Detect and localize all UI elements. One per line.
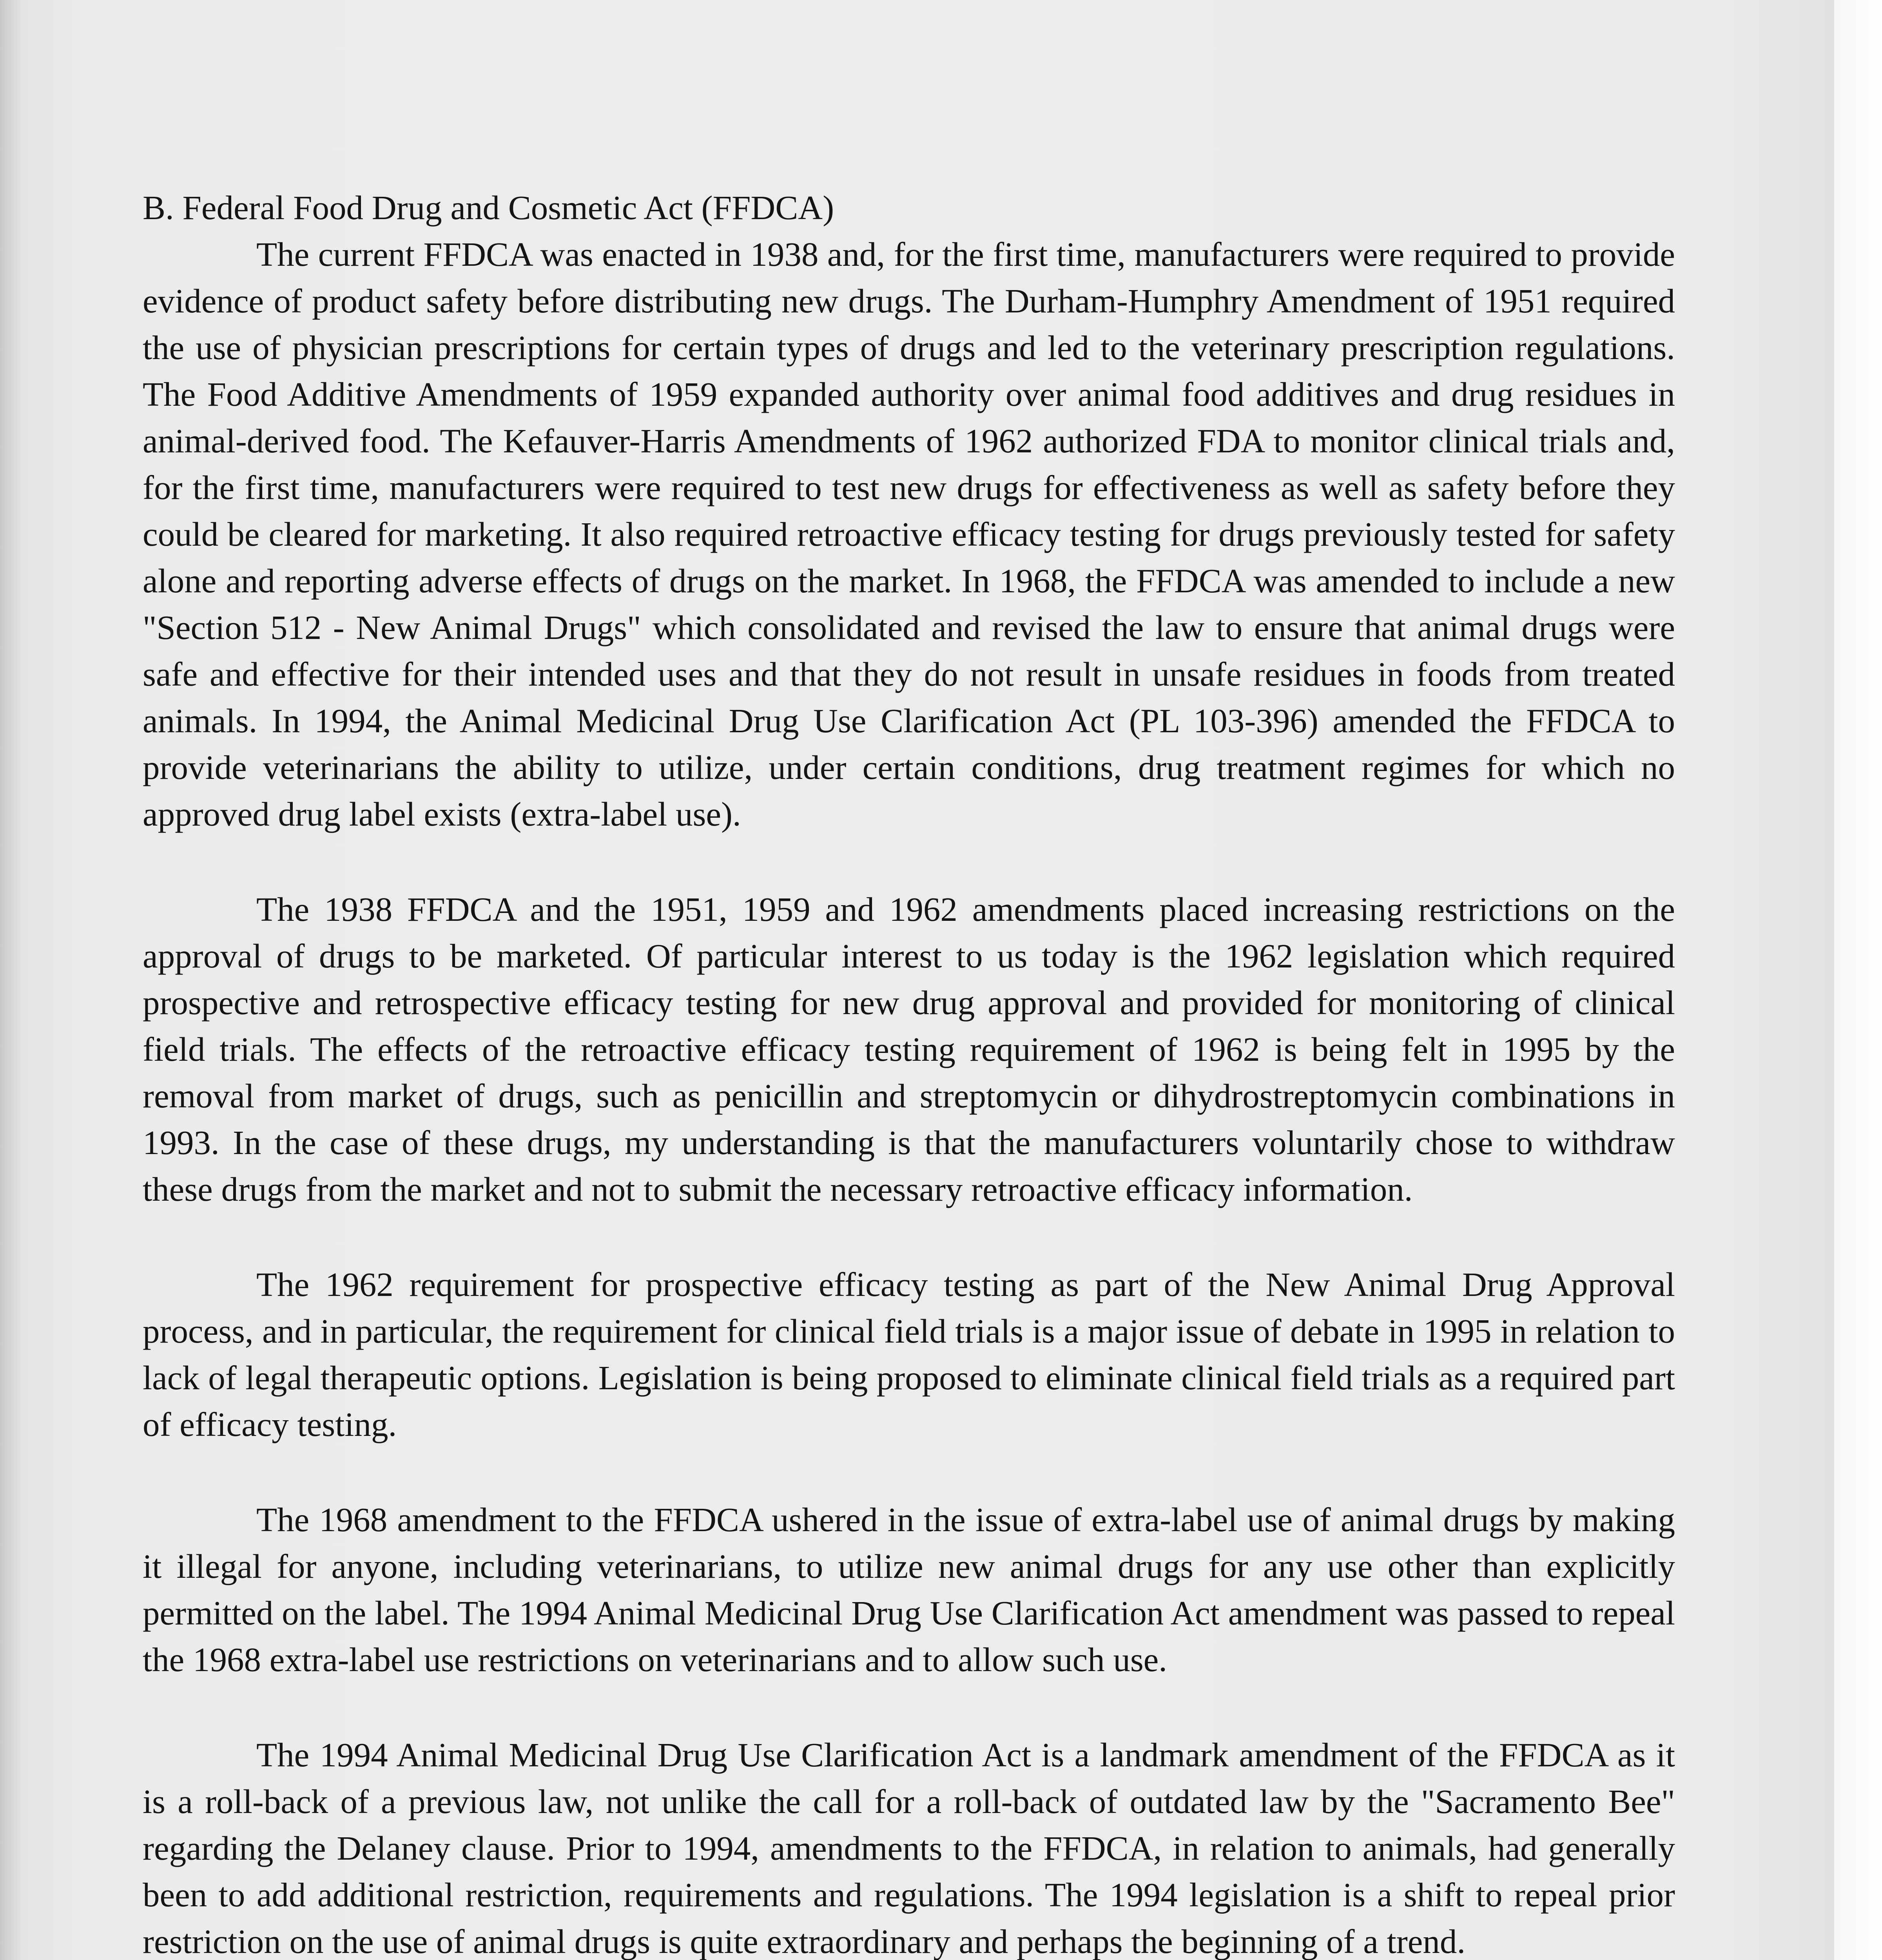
section-body	[143, 184, 1675, 1960]
paragraph-prospective-efficacy: The 1962 requirement for prospective efficacy testing as part of the New Animal Drug Approval process, and in particular, the requirement for clinical field trials is a major issue of debate in 1995 in relation to lack of legal therapeutic options. Legislation is being proposed to eliminate clinical field trials as a required part of efficacy testing.	[143, 1265, 1675, 1443]
page-edge	[1834, 0, 1882, 1960]
section-heading: B. Federal Food Drug and Cosmetic Act (FFDCA)	[143, 189, 834, 227]
paragraph-extra-label-use: The 1968 amendment to the FFDCA ushered in the issue of extra-label use of animal drugs by making it illegal for anyone, including veterinarians, to utilize new animal drugs for any use other than explicitly permitted on the label. The 1994 Animal Medicinal Drug Use Clarification Act amendment was passed to repeal the 1968 extra-label use restrictions on veterinarians and to allow such use.	[143, 1501, 1675, 1679]
paragraph-landmark-amendment: The 1994 Animal Medicinal Drug Use Clarification Act is a landmark amendment of the FFDCA as it is a roll-back of a previous law, not unlike the call for a roll-back of outdated law by the "Sacramento Bee" regarding the Delaney clause. Prior to 1994, amendments to the FFDCA, in relation to animals, had generally been to add additional restriction, requirements and regulations. The 1994 legislation is a shift to repeal prior restriction on the use of animal drugs is quite extraordinary and perhaps the beginning of a trend.	[143, 1736, 1675, 1960]
paragraph-amendment-restrictions: The 1938 FFDCA and the 1951, 1959 and 1962 amendments placed increasing restrictions on the approval of drugs to be marketed. Of particular interest to us today is the 1962 legislation which required prospective and retrospective efficacy testing for new drug approval and provided for monitoring of clinical field trials. The effects of the retroactive efficacy testing requirement of 1962 is being felt in 1995 by the removal from market of drugs, such as penicillin and streptomycin or dihydrostreptomycin combinations in 1993. In the case of these drugs, my understanding is that the manufacturers voluntarily chose to withdraw these drugs from the market and not to submit the necessary retroactive efficacy information.	[143, 890, 1675, 1208]
paragraph-ffdca-history: The current FFDCA was enacted in 1938 and, for the first time, manufacturers were required to provide evidence of product safety before distributing new drugs. The Durham-Humphry Amendment of 1951 required the use of physician prescriptions for certain types of drugs and led to the veterinary prescription regulations. The Food Additive Amendments of 1959 expanded authority over animal food additives and drug residues in animal-derived food. The Kefauver-Harris Amendments of 1962 authorized FDA to monitor clinical trials and, for the first time, manufacturers were required to test new drugs for effectiveness as well as safety before they could be cleared for marketing. It also required retroactive efficacy testing for drugs previously tested for safety alone and reporting adverse effects of drugs on the market. In 1968, the FFDCA was amended to include a new "Section 512 - New Animal Drugs" which consolidated and revised the law to ensure that animal drugs were safe and effective for their intended uses and that they do not result in unsafe residues in foods from treated animals. In 1994, the Animal Medicinal Drug Use Clarification Act (PL 103-396) amended the FFDCA to provide veterinarians the ability to utilize, under certain conditions, drug treatment regimes for which no approved drug label exists (extra-label use).	[143, 235, 1675, 833]
